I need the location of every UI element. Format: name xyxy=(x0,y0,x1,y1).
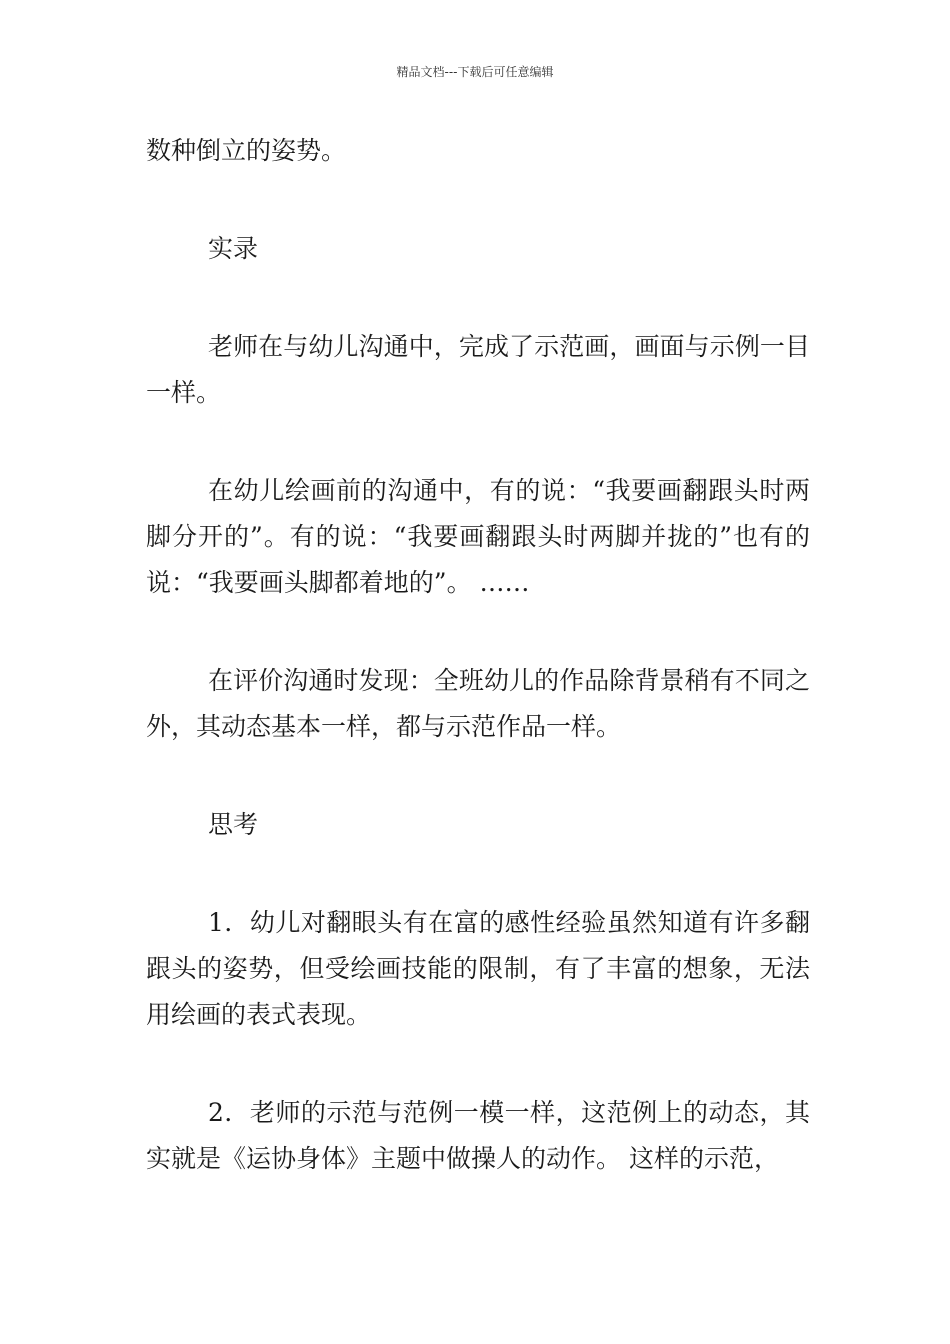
paragraph-children-discussion: 在幼儿绘画前的沟通中，有的说：“我要画翻跟头时两脚分开的”。有的说：“我要画翻跟头时两脚并拢的”也有的说：“我要画头脚都着地的”。 …… xyxy=(146,476,810,597)
paragraph-continuation: 数种倒立的姿势。 xyxy=(146,136,347,165)
section-heading-record: 实录 xyxy=(208,234,259,263)
paragraph-demonstration: 老师在与幼儿沟通中，完成了示范画，画面与示例一目一样。 xyxy=(146,332,810,407)
page-header: 精品文档---下载后可任意编辑 xyxy=(396,65,554,79)
paragraph-evaluation: 在评价沟通时发现：全班幼儿的作品除背景稍有不同之外，其动态基本一样，都与示范作品一样。 xyxy=(146,666,810,741)
paragraph-reflection-2: 2．老师的示范与范例一模一样，这范例上的动态，其实就是《运协身体》主题中做操人的动作。 这样的示范， xyxy=(146,1098,810,1173)
section-heading-reflection: 思考 xyxy=(208,810,259,839)
paragraph-reflection-1: 1．幼儿对翻眼头有在富的感性经验虽然知道有许多翻跟头的姿势，但受绘画技能的限制，有了丰富的想象，无法用绘画的表式表现。 xyxy=(146,908,810,1029)
document-body xyxy=(146,128,810,1182)
